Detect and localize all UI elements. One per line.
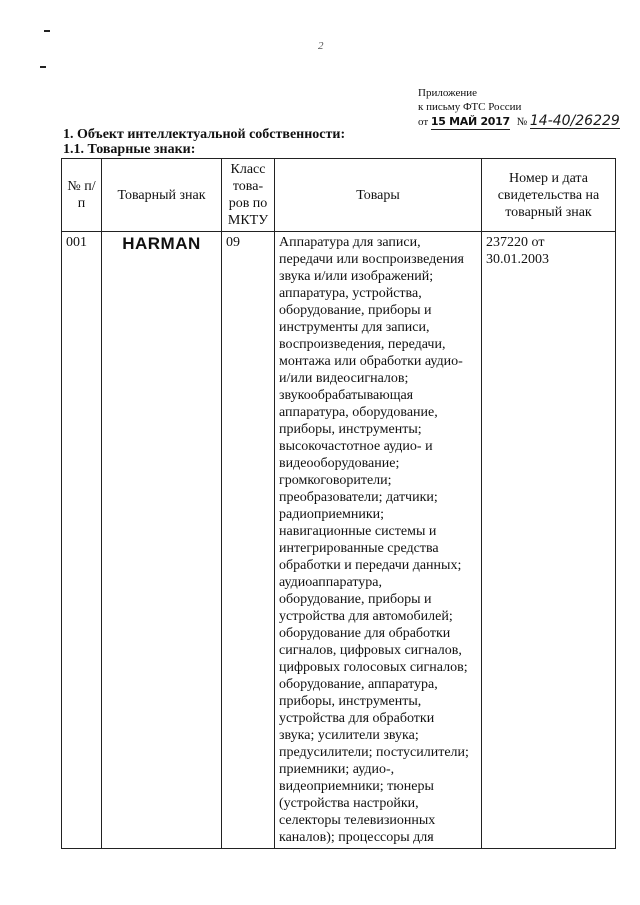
goods-line: приборы, инструменты, [279, 694, 422, 709]
goods-line: цифровых голосовых сигналов; [279, 660, 468, 675]
cert-number: 237220 от [486, 235, 545, 250]
goods-line: устройства для автомобилей; [279, 609, 453, 624]
row-class: 09 [222, 232, 275, 849]
goods-line: сигналов, цифровых сигналов, [279, 643, 462, 658]
goods-line: оборудование, аппаратура, [279, 677, 438, 692]
annex-block [418, 86, 620, 130]
annex-from-label: от [418, 116, 429, 128]
goods-line: звукообрабатывающая [279, 388, 414, 403]
section-title: 1. Объект интеллектуальной собственности: [63, 127, 346, 142]
goods-line: оборудование, приборы и [279, 303, 432, 318]
annex-line-3 [418, 114, 620, 130]
annex-number-label: № [516, 116, 528, 128]
goods-line: приемники; аудио-, [279, 762, 395, 777]
trademark-table [61, 158, 616, 849]
goods-line: высокочастотное аудио- и [279, 439, 433, 454]
table-row [62, 232, 616, 849]
goods-line: преобразователи; датчики; [279, 490, 438, 505]
scan-mark-top [44, 30, 50, 32]
header-goods: Товары [275, 159, 482, 232]
scan-mark-bottom [40, 66, 46, 68]
goods-line: оборудование для обработки [279, 626, 451, 641]
goods-line: обработки и передачи данных; [279, 558, 462, 573]
goods-line: навигационные системы и [279, 524, 437, 539]
goods-line: интегрированные средства [279, 541, 439, 556]
handwritten-doc-number: 14-40/26229 [529, 113, 620, 129]
header-mark: Товарный знак [102, 159, 222, 232]
table-header-row [62, 159, 616, 232]
goods-line: воспроизведения, передачи, [279, 337, 446, 352]
date-stamp: 15 МАЙ 2017 [430, 115, 510, 128]
row-num: 001 [62, 232, 102, 849]
annex-line-1: Приложение [418, 87, 478, 99]
goods-line: передачи или воспроизведения [279, 252, 464, 267]
goods-line: устройства для обработки [279, 711, 435, 726]
goods-line: каналов); процессоры для [279, 830, 434, 845]
goods-line: звука и/или изображений; [279, 269, 434, 284]
goods-line: и/или видеосигналов; [279, 371, 409, 386]
goods-line: (устройства настройки, [279, 796, 419, 811]
goods-line: аппаратура, устройства, [279, 286, 422, 301]
row-cert [482, 232, 616, 849]
section-subtitle: 1.1. Товарные знаки: [63, 142, 196, 157]
goods-line: видеооборудование; [279, 456, 400, 471]
goods-line: аппаратура, оборудование, [279, 405, 438, 420]
harman-wordmark: HARMAN [122, 234, 201, 253]
goods-line: инструменты для записи, [279, 320, 430, 335]
page-number: 2 [318, 40, 324, 52]
annex-line-2: к письму ФТС России [418, 101, 522, 113]
goods-line: звука; усилители звука; [279, 728, 419, 743]
cert-date: 30.01.2003 [486, 252, 549, 267]
row-goods [275, 232, 482, 849]
goods-line: Аппаратура для записи, [279, 235, 421, 250]
goods-line: оборудование, приборы и [279, 592, 432, 607]
header-class: Класс това-ров по МКТУ [222, 159, 275, 232]
goods-line: аудиоаппаратура, [279, 575, 382, 590]
header-cert: Номер и дата свидетельства на товарный знак [482, 159, 616, 232]
goods-line: монтажа или обработки аудио- [279, 354, 463, 369]
goods-line: предусилители; постусилители; [279, 745, 469, 760]
goods-line: селекторы телевизионных [279, 813, 436, 828]
goods-line: громкоговорители; [279, 473, 392, 488]
goods-line: приборы, инструменты; [279, 422, 422, 437]
trademark-logo [102, 232, 222, 849]
header-num: № п/п [62, 159, 102, 232]
goods-line: радиоприемники; [279, 507, 385, 522]
goods-line: видеоприемники; тюнеры [279, 779, 434, 794]
